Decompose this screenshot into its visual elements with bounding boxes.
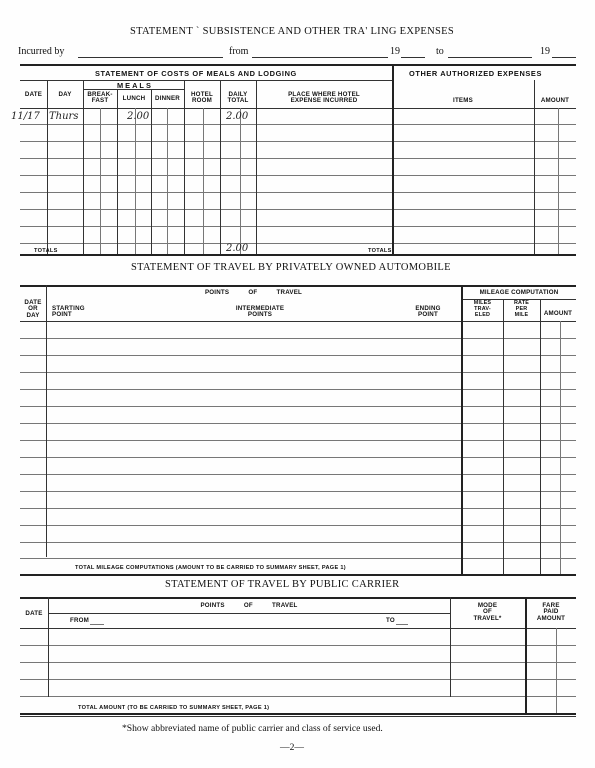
entry-lunch[interactable]: 2.00	[127, 111, 150, 122]
auto-col-ending	[408, 306, 448, 319]
auto-col-starting-line2: POINT	[52, 311, 72, 319]
carrier-total-label: TOTAL AMOUNT (TO BE CARRIED TO SUMMARY SHEET, PAGE 1)	[78, 705, 270, 711]
auto-col-miles-line3: ELED	[474, 311, 491, 318]
year-field-1[interactable]	[401, 57, 425, 58]
other-expenses-title: OTHER AUTHORIZED EXPENSES	[409, 69, 542, 78]
other-totals-label: TOTALS	[368, 248, 392, 254]
meals-section-title: STATEMENT OF COSTS OF MEALS AND LODGING	[95, 69, 297, 78]
carrier-from-field[interactable]	[90, 624, 104, 625]
col-daily-line2: TOTAL	[227, 97, 249, 105]
auto-section-title: STATEMENT OF TRAVEL BY PRIVATELY OWNED AUTOMOBILE	[131, 262, 451, 273]
carrier-col-mode	[450, 603, 525, 622]
col-breakfast	[83, 92, 117, 105]
col-hotel-line2: ROOM	[191, 97, 213, 105]
col-lunch: LUNCH	[122, 95, 146, 102]
meals-group-label: MEALS	[117, 81, 153, 90]
auto-col-miles-line1: MILES	[473, 300, 492, 306]
auto-col-date-line3: DAY	[26, 311, 40, 319]
auto-col-rate	[503, 301, 540, 318]
col-items: ITEMS	[453, 97, 473, 104]
auto-mileage-label: MILEAGE COMPUTATION	[479, 289, 559, 296]
carrier-to-field[interactable]	[396, 624, 408, 625]
auto-col-starting	[52, 306, 85, 319]
col-daily-total	[220, 92, 256, 105]
year-field-2[interactable]	[552, 57, 576, 58]
carrier-col-mode-line3: TRAVEL*	[473, 614, 502, 622]
col-date: DATE	[24, 91, 43, 98]
footnote: *Show abbreviated name of public carrier and class of service used.	[122, 723, 383, 734]
carrier-col-to: TO	[386, 617, 395, 624]
col-daily-line1: DAILY	[228, 91, 248, 98]
col-dinner: DINNER	[155, 95, 180, 102]
year-prefix-2: 19	[540, 46, 550, 57]
col-place-line2: EXPENSE INCURRED	[290, 97, 358, 105]
from-label: from	[229, 46, 249, 57]
form-title: STATEMENT ` SUBSISTENCE AND OTHER TRA' LING EXPENSES	[130, 26, 454, 37]
meals-totals-value[interactable]: 2.00	[226, 243, 249, 254]
col-hotel-line1: HOTEL	[191, 91, 213, 98]
year-prefix-1: 19	[390, 46, 400, 57]
carrier-col-fare-line3: AMOUNT	[536, 614, 566, 622]
auto-col-rate-line1: RATE	[513, 300, 530, 306]
carrier-col-from: FROM	[70, 617, 90, 624]
auto-col-starting-line1: STARTING	[52, 305, 85, 312]
col-place-line1: PLACE WHERE HOTEL	[288, 91, 360, 98]
incurred-by-label: Incurred by	[18, 46, 65, 57]
auto-col-rate-line2: PER	[515, 305, 528, 312]
auto-col-rate-line3: MILE	[514, 311, 529, 318]
auto-col-intermediate	[200, 306, 320, 319]
auto-col-ending-line1: ENDING	[415, 305, 441, 312]
carrier-col-fare-line1: FARE	[542, 602, 560, 609]
to-field[interactable]	[448, 57, 532, 58]
to-label: to	[436, 46, 444, 57]
from-field[interactable]	[252, 57, 388, 58]
entry-date[interactable]: 11/17	[11, 111, 40, 122]
col-day: DAY	[58, 91, 72, 98]
auto-points-label: POINTS OF TRAVEL	[204, 289, 303, 296]
auto-col-miles-line2: TRAV-	[474, 305, 491, 312]
carrier-points-label: POINTS OF TRAVEL	[200, 602, 298, 609]
carrier-col-fare-line2: PAID	[543, 608, 559, 616]
col-hotel-room	[184, 92, 220, 105]
page-number: —2—	[280, 742, 304, 753]
auto-col-date-line2: OR	[28, 305, 38, 313]
auto-total-label: TOTAL MILEAGE COMPUTATIONS (AMOUNT TO BE CARRIED TO SUMMARY SHEET, PAGE 1)	[75, 565, 346, 571]
auto-col-intermediate-line2: POINTS	[247, 311, 273, 319]
auto-col-miles	[462, 301, 503, 318]
auto-col-date	[20, 300, 46, 319]
col-amount: AMOUNT	[540, 97, 570, 104]
carrier-section-title: STATEMENT OF TRAVEL BY PUBLIC CARRIER	[165, 579, 400, 590]
entry-daily-total[interactable]: 2.00	[226, 111, 249, 122]
col-breakfast-line2: FAST	[91, 97, 109, 105]
incurred-by-field[interactable]	[78, 57, 223, 58]
meals-totals-label: TOTALS	[34, 248, 58, 254]
auto-col-date-line1: DATE	[24, 299, 42, 306]
carrier-col-mode-line2: OF	[483, 608, 492, 616]
auto-col-intermediate-line1: INTERMEDIATE	[235, 305, 285, 312]
auto-col-amount: AMOUNT	[543, 310, 573, 317]
auto-col-ending-line2: POINT	[418, 311, 438, 319]
carrier-col-mode-line1: MODE	[477, 602, 498, 609]
carrier-col-fare	[526, 603, 576, 622]
entry-day[interactable]: Thurs	[49, 111, 79, 122]
col-place	[256, 92, 392, 105]
col-breakfast-line1: BREAK-	[87, 91, 113, 98]
carrier-col-date: DATE	[25, 610, 43, 617]
